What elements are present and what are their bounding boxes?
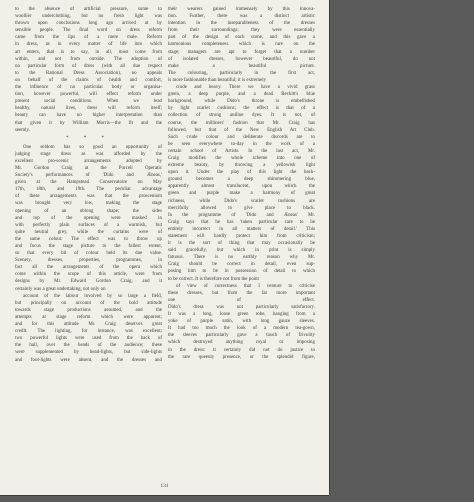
text-line: thrown upon conclusions long ago arrived at by bbox=[15, 21, 162, 27]
text-line: Craig should be correct in detail, even sup- bbox=[168, 262, 315, 268]
text-line: healthy, natural lives, dress will reform itself; bbox=[15, 106, 162, 112]
text-line: It was a long, loose green robe, hanging from a bbox=[168, 312, 315, 318]
text-line: One seldom has so good an opportunity of bbox=[23, 144, 162, 150]
text-line: followed, but that of the New English Art Club. bbox=[168, 127, 315, 133]
text-line: Such crude colour and deliberate discords are to bbox=[168, 134, 315, 140]
text-line: to the Rational Dress Association), no appeals bbox=[15, 70, 162, 76]
text-line: In the programme of 'Dido and Æneas' Mr. bbox=[168, 212, 315, 218]
left-column bbox=[15, 6, 162, 364]
text-line: the influence of no particular body or organisa- bbox=[15, 85, 162, 91]
text-line: that given it by William Morris—the fit and the bbox=[15, 120, 162, 126]
text-line: green, a deep purple, and a dead Reckitt's blue bbox=[168, 92, 315, 98]
text-line: The colouring, particularly in the first act, bbox=[168, 70, 315, 76]
text-line: by light scarlet cushions; the effect is that of a bbox=[168, 106, 315, 112]
text-line: on behalf of the claims of health and comfort, bbox=[15, 77, 162, 83]
text-line: collection of strong aniline dyes. It is not, of bbox=[168, 113, 315, 119]
text-line: said gracefully, but which in print is simply bbox=[168, 248, 315, 254]
right-column bbox=[168, 6, 315, 361]
text-line: account of the labour involved by so large a field, bbox=[23, 293, 162, 299]
text-line: ground becomes a deep shimmering blue, bbox=[168, 177, 315, 183]
text-line: Scenery, dresses, properties, programmes, in bbox=[15, 258, 162, 264]
text-line: the rare queenly presence, or the splendid figure, bbox=[168, 354, 315, 360]
text-line: certain school of Artists. In the last act, Mr. bbox=[168, 148, 315, 154]
text-line: posing him to be in possession of detail to which bbox=[168, 269, 315, 275]
text-line: towards stage productions assumed, and the bbox=[15, 307, 162, 313]
text-line: but principally on account of the bold attitude bbox=[15, 300, 162, 306]
text-line: was brought very low, making the stage bbox=[15, 201, 162, 207]
text-line: came from the lips of a mere male. Reform bbox=[15, 35, 162, 41]
text-line: Mr. Gordon Craig at the Purcell Operatic bbox=[15, 165, 162, 171]
text-line: make a beautiful picture. bbox=[168, 63, 315, 69]
text-line: stage; managers are apt to forget that a number bbox=[168, 49, 315, 55]
text-line: within, and not from outside. The adoption of bbox=[15, 56, 162, 62]
page-number: 131 bbox=[160, 483, 169, 489]
text-line: part of the design of each scene, and this gave a bbox=[168, 35, 315, 41]
text-line: statement will hardly protect him from criticism; bbox=[168, 234, 315, 239]
text-line: be seen everywhere to-day in the work of a bbox=[168, 141, 315, 147]
text-line: to be correct. It is therefore not from the point bbox=[168, 276, 259, 282]
text-line: designs by Mr. Edward Gordon Craig, and it bbox=[15, 279, 162, 285]
text-line: upon it. Under the play of this light the back- bbox=[168, 170, 315, 176]
text-line: the same colour. The effect was to throw up bbox=[15, 236, 162, 242]
text-line: given at the Hampstead Conservatoire on May bbox=[15, 180, 162, 186]
text-line: to the absence of artificial pressure, some to bbox=[15, 7, 162, 12]
section-break: * * * bbox=[66, 135, 111, 141]
text-line: attempts at stage reform which were apparent; bbox=[15, 314, 162, 320]
text-line: harmonious completeness which is rare on the bbox=[168, 42, 315, 48]
text-line: tion, however powerful, will effect reform under bbox=[15, 92, 162, 98]
text-line: these dresses, but from the far more important bbox=[168, 290, 315, 296]
text-line: extreme beauty, by throwing a yellowish light bbox=[168, 163, 315, 169]
text-line: two powerful lights were used from the back of bbox=[15, 336, 162, 342]
text-line: entirely incorrect in all matters of detail.' This bbox=[168, 226, 315, 232]
text-line: from their surroundings; they were essentially bbox=[168, 28, 315, 34]
text-line: richness, while Dido's scarlet cushions are bbox=[168, 198, 315, 204]
text-line: background, while Dido's throne is embellished bbox=[168, 99, 315, 105]
text-line: seemly. bbox=[15, 127, 30, 133]
text-line: in the dress: it certainly did not do justice to bbox=[168, 347, 315, 353]
text-line: sensible people. The final word on dress reform bbox=[15, 28, 162, 34]
text-line: apparently almost translucent, upon which the bbox=[168, 184, 315, 190]
text-line: is more fashionable than beautiful; it is extremely bbox=[168, 77, 267, 83]
text-line: yoke of purple satin, with long gauze sleeves. bbox=[168, 319, 315, 325]
text-line: it is the sort of thing that may occasionally be bbox=[168, 241, 315, 247]
text-line: were supplemented by head-lights, but side-lights bbox=[15, 350, 162, 356]
text-line: and focus the stage picture to the fullest extent, bbox=[15, 244, 162, 249]
text-line: with perfectly plain surfaces of a warmish, but bbox=[15, 222, 162, 228]
text-line: no particular form of dress (with all due respect bbox=[15, 63, 162, 69]
text-line: of isolated dresses, however beautiful, do not bbox=[168, 56, 315, 62]
text-line: green and purple make a harmony of great bbox=[168, 191, 315, 197]
text-line: woollier underclothing, but no fresh light was bbox=[15, 14, 162, 20]
text-line: crude and heavy. There we have a vivid grass bbox=[176, 85, 315, 91]
text-line: the sleeves particularly gave a touch of frivolity bbox=[168, 333, 315, 339]
text-line: which destroyed anything royal or imposing bbox=[168, 340, 315, 346]
text-line: fact all the arrangements of the opera which bbox=[15, 265, 162, 271]
text-line: and foot-lights were absent, and the dresses and bbox=[15, 357, 162, 363]
text-line: their wearers gained immensely by this innova- bbox=[168, 7, 315, 12]
text-line: the hall, over the heads of the audience; these bbox=[15, 343, 162, 349]
text-line: present social conditions. When we lead bbox=[15, 99, 162, 105]
text-line: of these arrangements was that the proscenium bbox=[15, 194, 162, 200]
text-line: Craig says that he has 'taken particular care to be bbox=[168, 219, 315, 225]
text-line: excellent pro-scenic arrangements adopted by bbox=[15, 158, 162, 164]
text-line: course, the milliners' fashion that Mr. Craig has bbox=[168, 120, 315, 126]
text-line: credit. The lighting, for instance, was excellent; bbox=[15, 329, 162, 335]
text-line: fatuous. There is no earthly reason why Mr. bbox=[168, 255, 315, 261]
text-line: 17th, 18th, and 19th. The peculiar advantage bbox=[15, 187, 162, 193]
text-line: one of effect. bbox=[168, 297, 315, 303]
text-line: opening of an oblong shape; the sides bbox=[15, 208, 162, 214]
text-line: beauty can have no higher interpretation than bbox=[15, 113, 162, 119]
text-line: Craig modifies the whole scheme into one of bbox=[168, 155, 315, 161]
text-line: and for this attitude Mr. Craig deserves great bbox=[15, 322, 162, 328]
text-line: art enters, that is to say, in all, must come from bbox=[15, 49, 162, 55]
text-line: mercifully allowed to give place to black. bbox=[168, 205, 315, 211]
text-line: Society's performances of 'Dido and Æneas,' bbox=[15, 173, 162, 179]
text-line: It had too much the look of a modern tea-gown, bbox=[168, 326, 315, 332]
text-line: quite neutral grey, while the curtains were of bbox=[15, 229, 162, 235]
text-line: Dido's dress was not particularly satisfactory. bbox=[168, 304, 315, 310]
text-line: so that every bit of colour held its due value. bbox=[15, 251, 162, 257]
text-line: judging stage dress as was afforded by the bbox=[15, 151, 162, 157]
text-line: intention in the inseparableness of the dresses bbox=[168, 21, 315, 27]
text-line: tion. Further, there was a distinct artistic bbox=[168, 14, 315, 20]
text-line: come within the scope of this article, were from bbox=[15, 272, 162, 278]
text-line: in dress, as in every matter of life into which bbox=[15, 42, 162, 48]
text-line: certainly was a great undertaking, not only on bbox=[15, 286, 106, 292]
text-line: and top of the opening were masked in bbox=[15, 215, 162, 221]
text-line: of view of correctness that I venture to criticise bbox=[176, 283, 315, 289]
